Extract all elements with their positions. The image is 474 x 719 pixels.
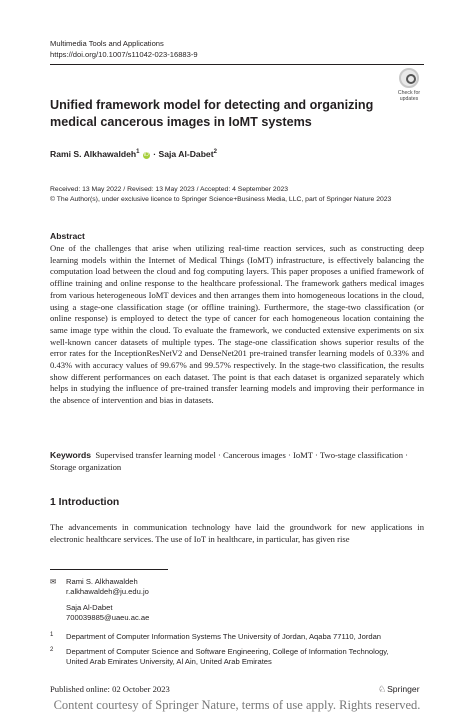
journal-name: Multimedia Tools and Applications xyxy=(50,39,164,48)
contact-name: Rami S. Alkhawaldeh xyxy=(66,577,138,586)
author-name[interactable]: Rami S. Alkhawaldeh xyxy=(50,149,137,159)
footnote-rule xyxy=(50,569,168,570)
published-date: Published online: 02 October 2023 xyxy=(50,684,170,694)
affiliation-text: United Arab Emirates University, Al Ain, United Arab Emirates xyxy=(66,657,272,666)
affiliation-number: 1 xyxy=(50,632,54,638)
keywords-text: Supervised transfer learning model · Cancerous images · IoMT · Two-stage classification · Storage organization xyxy=(50,450,409,472)
abstract-heading: Abstract xyxy=(50,231,85,241)
crossmark-badge[interactable] xyxy=(391,68,427,102)
publisher-name: Springer xyxy=(387,684,420,694)
article-title: Unified framework model for detecting and organizing medical cancerous images in IoMT systems xyxy=(50,98,374,129)
section-heading: 1 Introduction xyxy=(50,497,120,508)
contact-email[interactable]: 700039885@uaeu.ac.ae xyxy=(66,613,150,622)
affiliation-marker: 2 xyxy=(213,149,217,156)
affiliation-number: 2 xyxy=(50,647,54,653)
journal-header xyxy=(50,39,198,60)
contact-email[interactable]: r.alkhawaldeh@ju.edu.jo xyxy=(66,587,149,596)
courtesy-notice: Content courtesy of Springer Nature, terms of use apply. Rights reserved. xyxy=(53,698,421,712)
copyright-line: © The Author(s), under exclusive licence to Springer Science+Business Media, LLC, part of Springer Nature 2023 xyxy=(50,196,392,203)
corresponding-authors xyxy=(50,577,350,627)
affiliation-1 xyxy=(50,632,424,642)
abstract-text: One of the challenges that arise when utilizing real-time reaction services, such as constructing deep learning models within the Internet of Medical Things (IoMT) infrastructure, is effectively balancing the computation load between the cloud and fog computing layers. This paper proposes a unified framework of offline training and online response to the healthcare professional. The framework gathers medical images from various heterogeneous IoMT devices and then arranges them into homogeneous locations in the cloud, using a stage-one classification stage (or offline training). Furthermore, the stage-two classification (or online response) is employed to detect the type of cancer for each homogeneous location containing the same image type within the cloud. To evaluate the framework, we conducted extensive experiments on six well-known cancer datasets of multiple types. The stage-one classification shows superior results of the error rates for the InceptionResNetV2 and DenseNet201 pre-trained transfer learning models of 0.33% and 0.43% with accuracy values of 99.67% and 99.57% respectively. In the stage-two classification, the results show different performances on each dataset. The point is that each dataset is organized separately which helps in studying the influence of pre-trained transfer learning models and improving their performance in the absence of intervention and bias in datasets. xyxy=(50,243,424,406)
introduction-text: The advancements in communication technology have laid the groundwork for new applications in electronic healthcare services. The use of IoT in healthcare, in particular, has given rise xyxy=(50,522,424,544)
doi-link[interactable]: https://doi.org/10.1007/s11042-023-16883-9 xyxy=(50,49,198,59)
crossmark-icon xyxy=(399,68,419,88)
author-list xyxy=(50,149,217,159)
history-dates: Received: 13 May 2022 / Revised: 13 May 2023 / Accepted: 4 September 2023 xyxy=(50,186,289,193)
crossmark-label: Check for updates xyxy=(397,90,421,102)
affiliation-text: Department of Computer Science and Software Engineering, College of Information Technology, xyxy=(66,647,389,656)
envelope-icon: ✉ xyxy=(50,577,57,586)
keywords-block xyxy=(50,450,424,473)
affiliation-text: Department of Computer Information Systems The University of Jordan, Aqaba 77110, Jordan xyxy=(66,632,382,641)
header-rule xyxy=(50,64,424,65)
contact-name: Saja Al-Dabet xyxy=(66,603,113,612)
author-name[interactable]: Saja Al-Dabet xyxy=(158,149,214,159)
orcid-icon[interactable]: iD xyxy=(143,152,149,158)
article-history xyxy=(50,185,391,205)
publisher-logo xyxy=(378,684,420,695)
springer-horse-icon: ♘ xyxy=(378,684,387,694)
affiliation-marker: 1 xyxy=(136,149,140,156)
affiliation-2 xyxy=(50,647,424,667)
author-separator: · xyxy=(150,149,159,159)
keywords-label: Keywords xyxy=(50,450,92,460)
